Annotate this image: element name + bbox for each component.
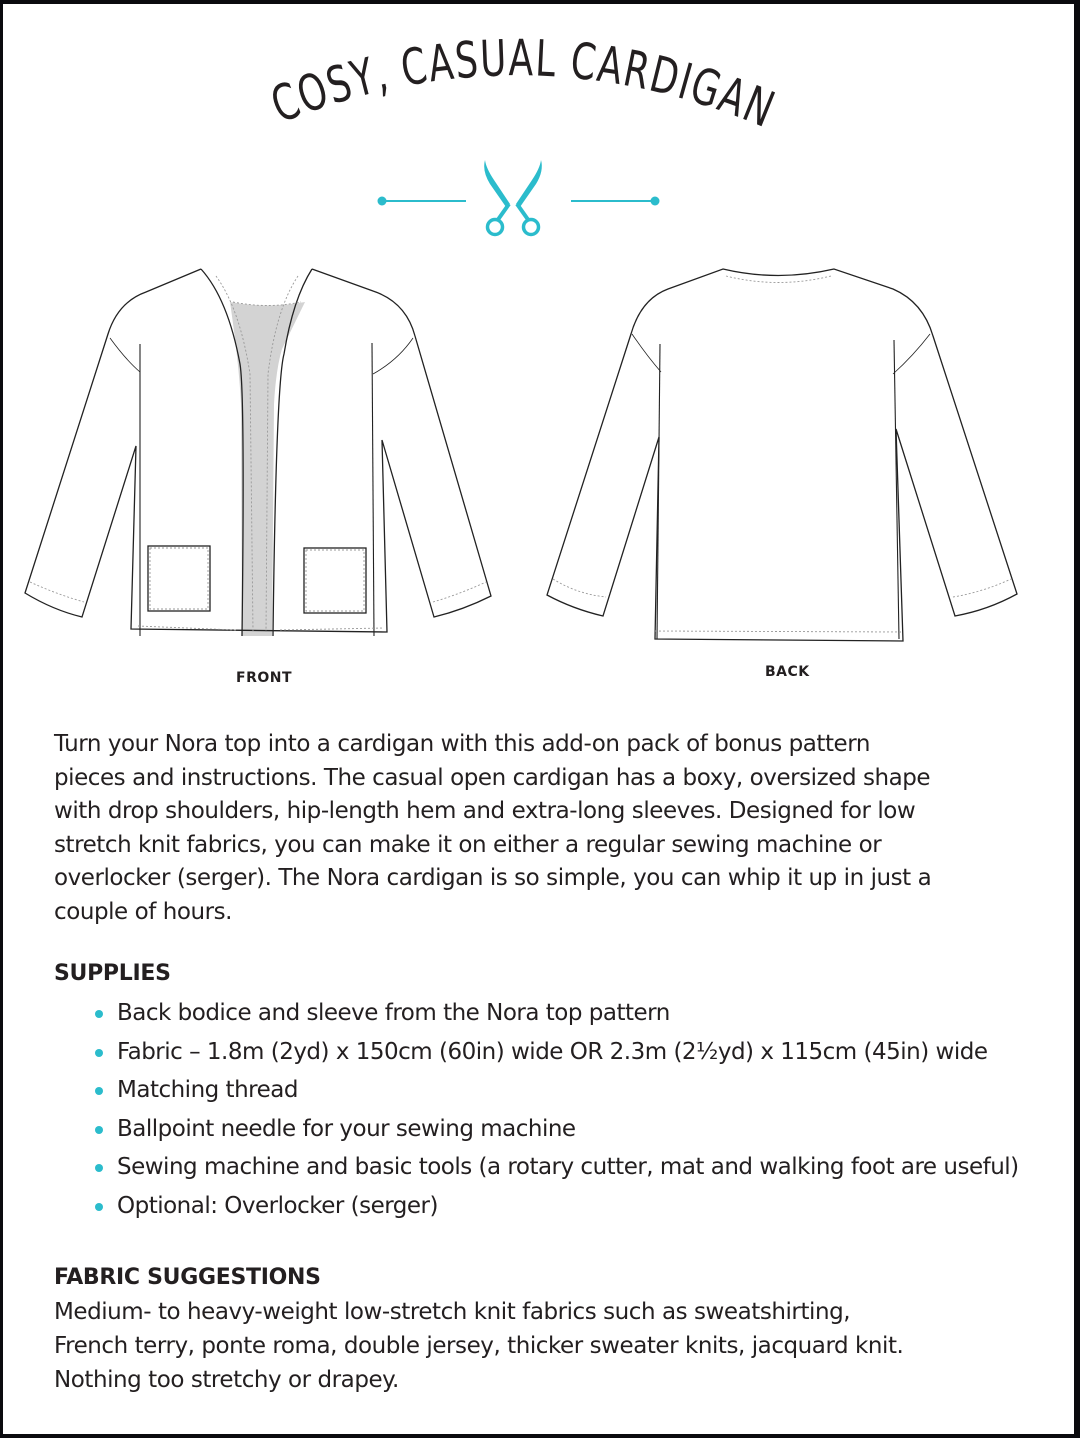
divider-line-left (378, 197, 467, 206)
intro-line: stretch knit fabrics, you can make it on either a regular sewing machine or (54, 831, 882, 858)
scissors-divider (373, 154, 673, 239)
bullet-icon (95, 1010, 103, 1018)
fabric-suggestions-heading: FABRIC SUGGESTIONS (54, 1265, 321, 1290)
bullet-icon (95, 1203, 103, 1211)
supplies-item-text: Optional: Overlocker (serger) (117, 1192, 438, 1219)
lining-fill (230, 302, 305, 636)
supplies-item-text: Back bodice and sleeve from the Nora top pattern (117, 1000, 670, 1026)
intro-line: Turn your Nora top into a cardigan with this add-on pack of bonus pattern (54, 731, 870, 757)
bullet-icon (95, 1049, 103, 1057)
fabric-suggestions-line: Nothing too stretchy or drapey. (54, 1367, 399, 1393)
front-view-label: FRONT (236, 670, 293, 686)
supplies-item-text: Fabric – 1.8m (2yd) x 150cm (60in) wide OR 2.3m (2½yd) x 115cm (45in) wide (117, 1038, 988, 1065)
supplies-item (91, 1189, 1019, 1228)
supplies-item (91, 1112, 1019, 1151)
supplies-item-text: Ballpoint needle for your sewing machine (117, 1115, 576, 1142)
page-title (253, 34, 793, 134)
bullet-icon (95, 1087, 103, 1095)
back-view-label: BACK (765, 664, 810, 680)
svg-text:COSY, CASUAL CARDIGAN (263, 34, 791, 134)
intro-line: pieces and instructions. The casual open cardigan has a boxy, oversized shape (54, 764, 931, 791)
supplies-item (91, 996, 1019, 1035)
body-outline (547, 269, 1017, 641)
cardigan-back-illustration (543, 254, 1043, 644)
supplies-item-text: Matching thread (117, 1077, 298, 1103)
supplies-item (91, 1150, 1019, 1189)
divider-line-right (571, 197, 660, 206)
fabric-suggestions-text (54, 1295, 903, 1397)
fabric-suggestions-line: French terry, ponte roma, double jersey, thicker sweater knits, jacquard knit. (54, 1333, 904, 1359)
cardigan-front-illustration (18, 254, 538, 644)
scissors-icon (484, 160, 542, 235)
bullet-icon (95, 1164, 103, 1172)
front-pocket-left (148, 546, 210, 611)
bullet-icon (95, 1126, 103, 1134)
supplies-list (91, 996, 1019, 1227)
intro-paragraph (54, 728, 1044, 929)
page-title-text: COSY, CASUAL CARDIGAN (263, 34, 791, 134)
supplies-item-text: Sewing machine and basic tools (a rotary cutter, mat and walking foot are useful) (117, 1154, 1019, 1180)
front-pocket-right (304, 548, 366, 613)
intro-line: couple of hours. (54, 898, 233, 925)
intro-line: with drop shoulders, hip-length hem and extra-long sleeves. Designed for low (54, 798, 916, 824)
supplies-item (91, 1035, 1019, 1074)
fabric-suggestions-line: Medium- to heavy-weight low-stretch knit fabrics such as sweatshirting, (54, 1299, 851, 1325)
intro-line: overlocker (serger). The Nora cardigan is so simple, you can whip it up in just a (54, 865, 932, 891)
supplies-item (91, 1073, 1019, 1112)
supplies-heading: SUPPLIES (54, 961, 171, 986)
